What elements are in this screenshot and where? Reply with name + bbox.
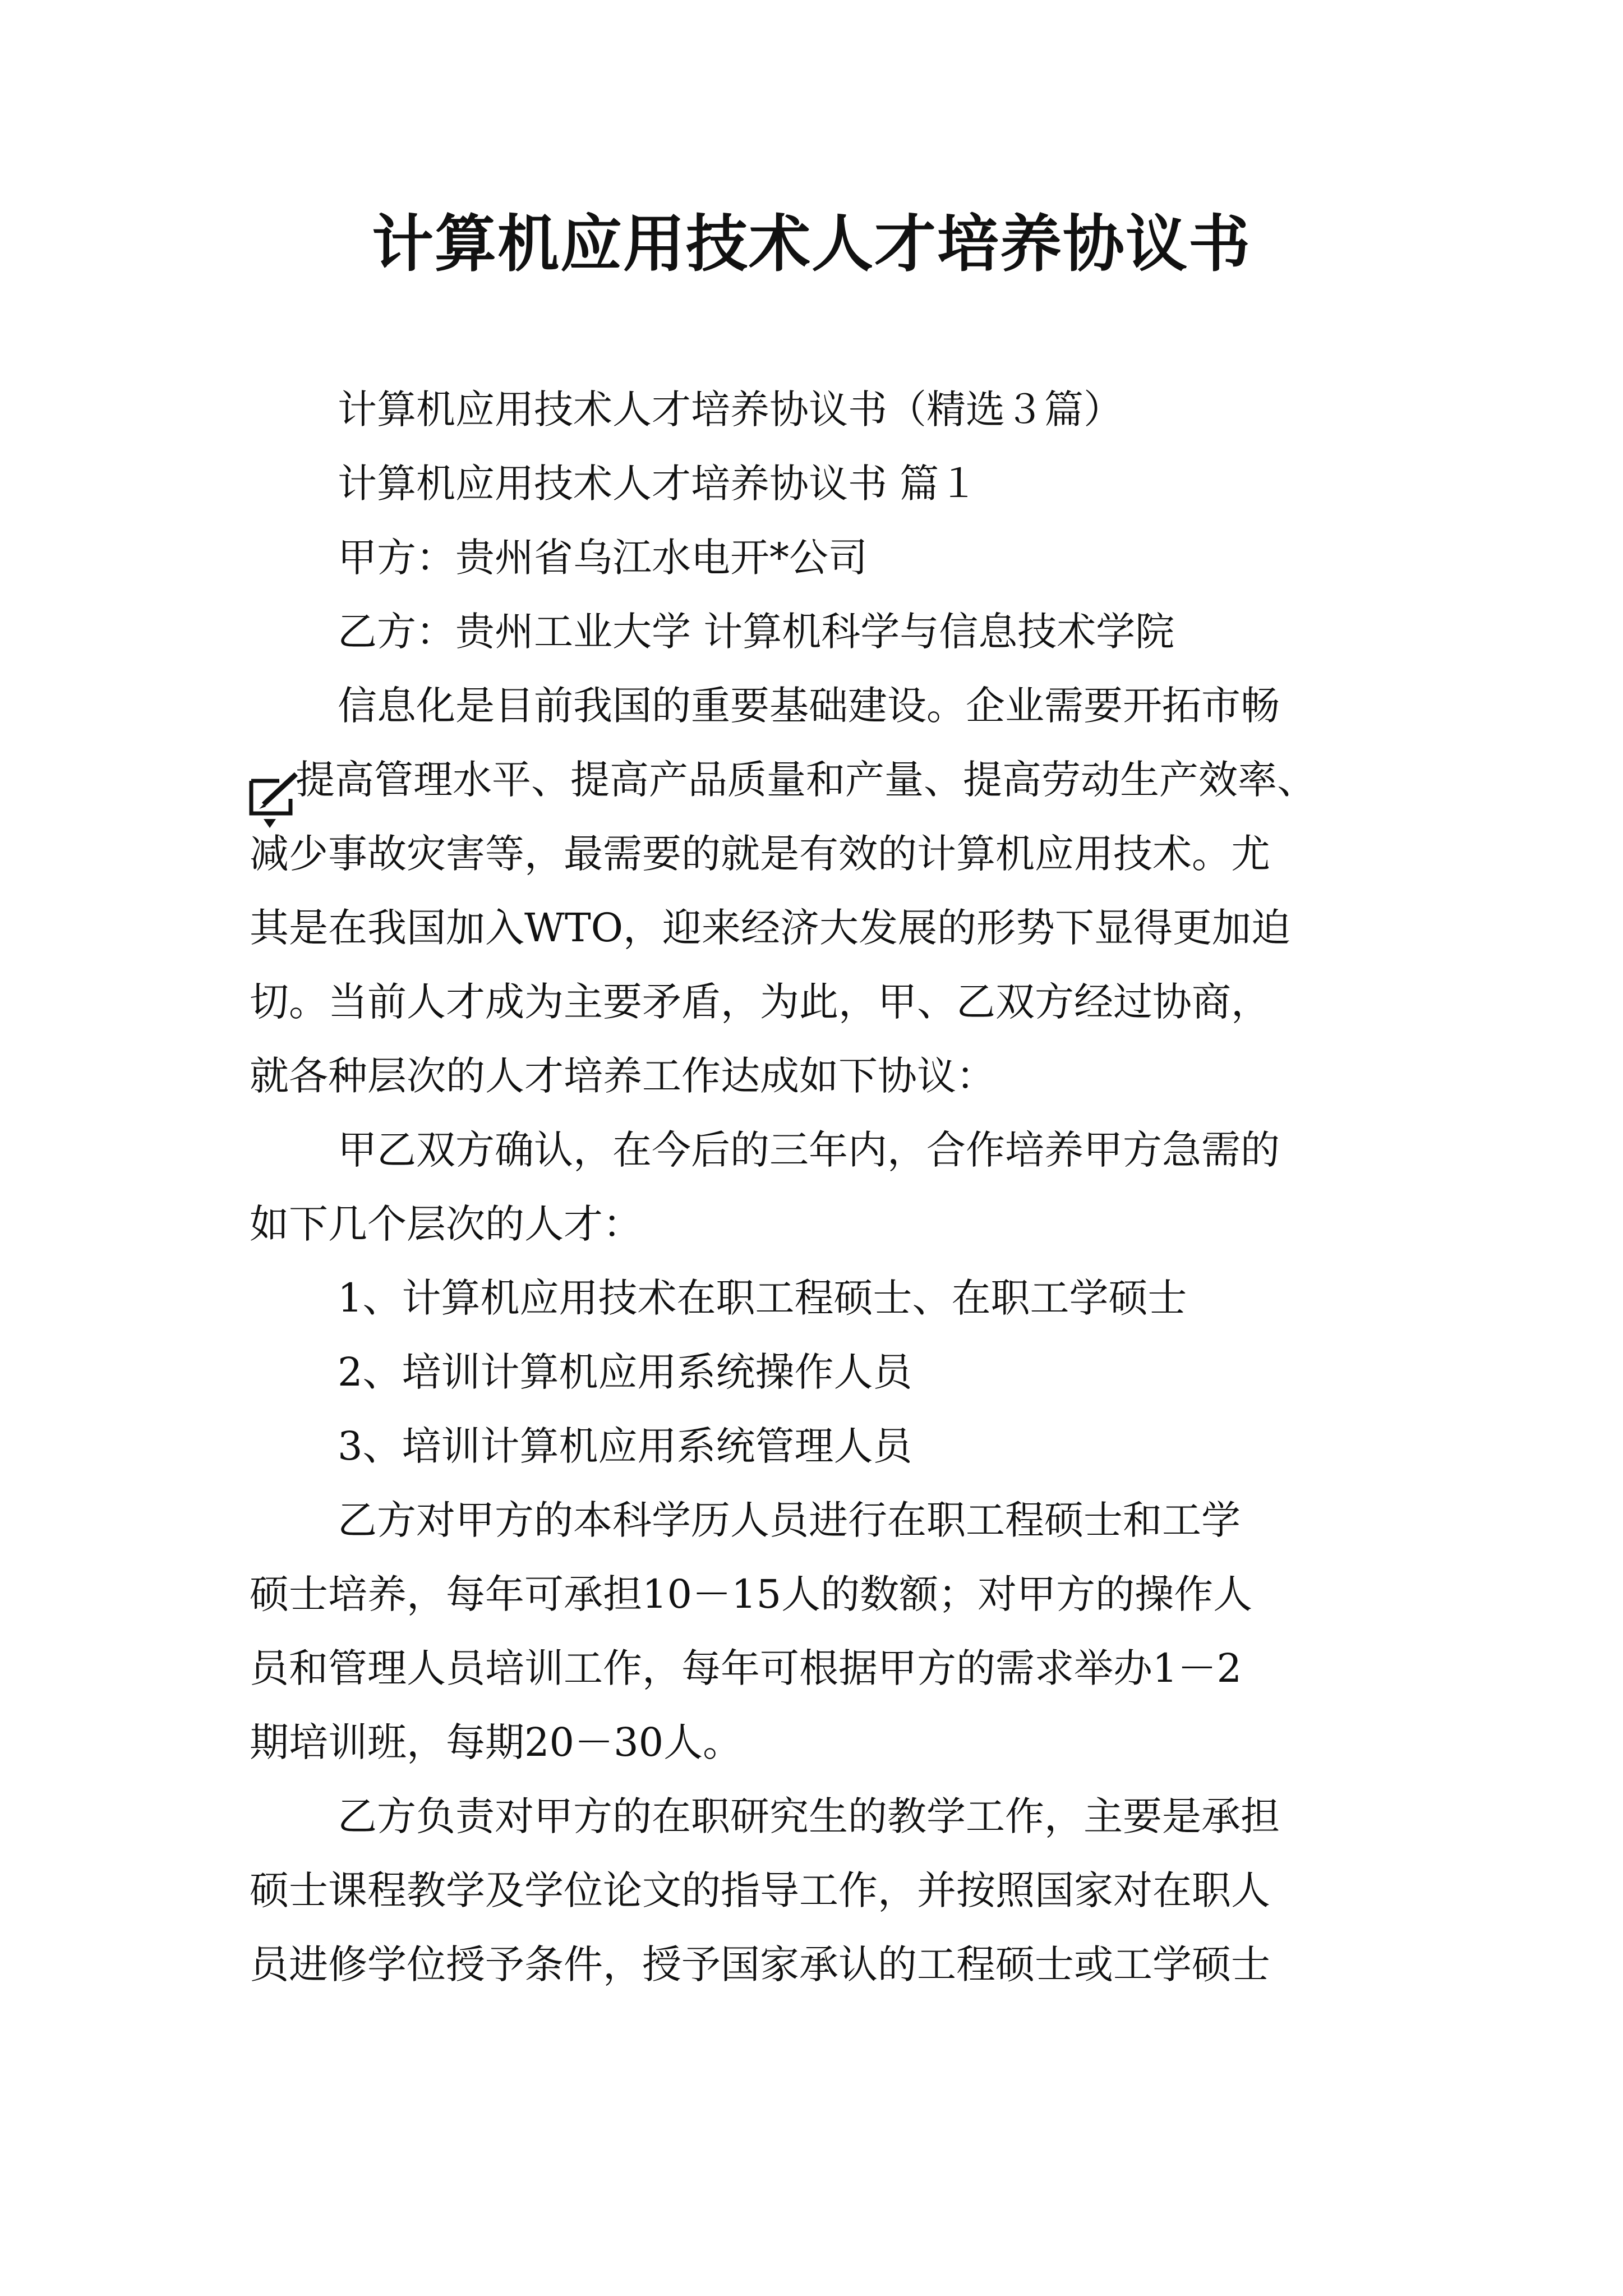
paragraph-line: 硕士培养，每年可承担10－15人的数额；对甲方的操作人 bbox=[250, 1571, 1253, 1617]
subtitle-line: 计算机应用技术人才培养协议书（精选３篇） bbox=[338, 386, 1123, 432]
paragraph-line: 硕士课程教学及学位论文的指导工作，并按照国家对在职人 bbox=[250, 1867, 1270, 1913]
section-heading: 计算机应用技术人才培养协议书 篇１ bbox=[338, 461, 979, 507]
paragraph-line: 就各种层次的人才培养工作达成如下协议： bbox=[250, 1053, 995, 1099]
document-body bbox=[250, 372, 1382, 2001]
paragraph-line: 其是在我国加入WTO，迎来经济大发展的形势下显得更加迫 bbox=[250, 905, 1291, 951]
list-item: 2、培训计算机应用系统操作人员 bbox=[338, 1349, 912, 1395]
paragraph-line: 乙方对甲方的本科学历人员进行在职工程硕士和工学 bbox=[338, 1497, 1241, 1543]
party-b-line: 乙方：贵州工业大学 计算机科学与信息技术学院 bbox=[338, 609, 1175, 655]
paragraph-line: 员和管理人员培训工作，每年可根据甲方的需求举办1－2 bbox=[250, 1645, 1242, 1691]
paragraph-line: 乙方负责对甲方的在职研究生的教学工作，主要是承担 bbox=[338, 1793, 1280, 1839]
document-title: 计算机应用技术人才培养协议书 bbox=[372, 208, 1251, 280]
paragraph-line: 提高管理水平、提高产品质量和产量、提高劳动生产效率、 bbox=[296, 757, 1316, 803]
list-item: 3、培训计算机应用系统管理人员 bbox=[338, 1423, 912, 1469]
paragraph-line: 员进修学位授予条件，授予国家承认的工程硕士或工学硕士 bbox=[250, 1941, 1270, 1987]
paragraph-line: 切。当前人才成为主要矛盾，为此，甲、乙双方经过协商， bbox=[250, 979, 1270, 1025]
list-item: 1、计算机应用技术在职工程硕士、在职工学硕士 bbox=[338, 1275, 1187, 1321]
paragraph-line: 甲乙双方确认，在今后的三年内，合作培养甲方急需的 bbox=[338, 1127, 1280, 1173]
paragraph-line: 期培训班，每期20－30人。 bbox=[250, 1719, 743, 1765]
paragraph-line: 如下几个层次的人才： bbox=[250, 1201, 642, 1247]
paragraph-line: 减少事故灾害等，最需要的就是有效的计算机应用技术。尤 bbox=[250, 831, 1270, 877]
party-a-line: 甲方：贵州省乌江水电开*公司 bbox=[338, 535, 868, 581]
paragraph-line: 信息化是目前我国的重要基础建设。企业需要开拓市畅 bbox=[338, 683, 1280, 729]
